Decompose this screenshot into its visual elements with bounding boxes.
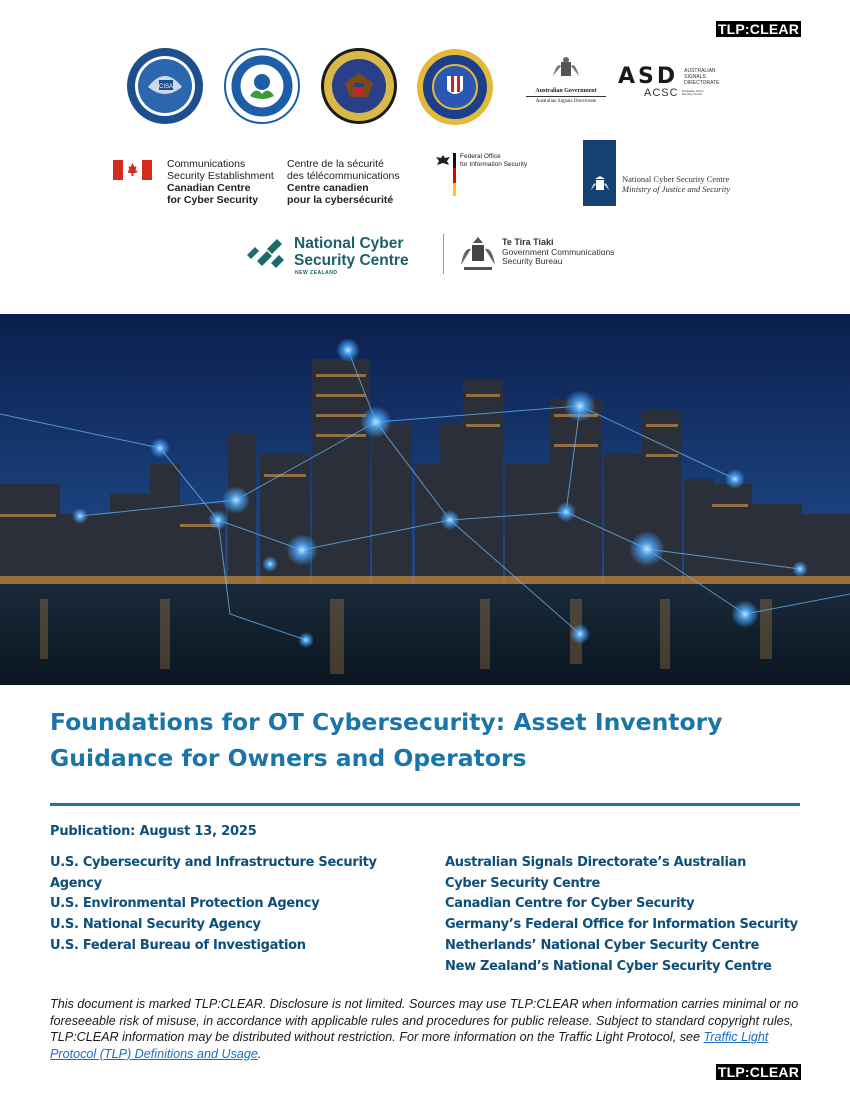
tlp-marking-top: TLP:CLEAR <box>717 21 799 37</box>
fbi-seal-logo <box>416 48 494 126</box>
ncsc-nl-line1: National Cyber Security Centre <box>622 174 730 184</box>
list-item: Netherlands’ National Cyber Security Centre <box>445 937 760 953</box>
cse-en-line3: Canadian Centre <box>167 182 251 194</box>
title-divider <box>50 803 800 806</box>
logo-divider <box>443 234 444 274</box>
epa-seal-logo <box>224 48 300 124</box>
asd-side-1: AUSTRALIAN <box>684 67 716 74</box>
list-item: U.S. Federal Bureau of Investigation <box>50 937 306 953</box>
ncsc-netherlands-logo <box>583 140 753 206</box>
gcsb-line2: Government Communications <box>502 246 615 257</box>
dutch-crest-icon <box>589 175 611 197</box>
list-item: Canadian Centre for Cyber Security <box>445 896 695 912</box>
publication-date: Publication: August 13, 2025 <box>50 824 257 839</box>
us-agencies-list <box>50 853 430 957</box>
asd-mark: ASD <box>618 64 679 89</box>
cse-fr-line4: pour la cybersécurité <box>287 194 394 206</box>
cse-french-text <box>287 158 412 206</box>
ncsc-new-zealand-logo <box>243 233 433 281</box>
aus-gov-line1: Australian Government <box>535 88 597 94</box>
tlp-marking-bottom: TLP:CLEAR <box>717 1064 799 1080</box>
disclaimer-text: This document is marked TLP:CLEAR. Disclosure is not limited. Sources may use TLP:CLEAR when information carries minimal or no foreseeable risk of misuse, in accordance with applicable rules and procedures for public release. Subject to standard copyright rules, TLP:CLEAR information may be distributed without restriction. For more information on the Traffic Light Protocol, see <box>50 997 799 1045</box>
document-title: Foundations for OT Cybersecurity: Asset Inventory Guidance for Owners and Operators <box>50 708 723 772</box>
cisa-seal-logo <box>126 47 204 125</box>
ncsc-nz-line3: NEW ZEALAND <box>295 270 338 276</box>
disclaimer-end: . <box>257 1046 262 1061</box>
bsi-line1: Federal Office <box>460 153 501 160</box>
cse-english-text <box>167 158 282 206</box>
cse-en-line2: Security Establishment <box>167 170 274 182</box>
bsi-line2: for Information Security <box>460 161 528 168</box>
ncsc-nz-line1: National Cyber <box>294 235 404 252</box>
eagle-icon <box>435 154 451 168</box>
asd-acsc-logo <box>618 64 746 114</box>
nsa-seal-logo <box>320 47 398 125</box>
acsc-side: Australian Cyber Security Centre <box>681 88 704 96</box>
list-item: Germany’s Federal Office for Information Security <box>445 917 798 933</box>
list-item: Australian Signals Directorate’s Australian Cyber Security Centre <box>445 855 747 891</box>
cse-en-line4: for Cyber Security <box>167 194 259 206</box>
coat-of-arms-icon <box>549 56 583 82</box>
gcsb-logo <box>458 233 628 279</box>
cse-fr-line3: Centre canadien <box>287 182 369 194</box>
list-item: U.S. Environmental Protection Agency <box>50 896 320 912</box>
bsi-logo <box>435 153 545 198</box>
list-item: New Zealand’s National Cyber Security Centre <box>445 958 772 974</box>
gcsb-line1: Te Tira Tiaki <box>502 237 554 247</box>
australian-government-logo <box>514 56 618 120</box>
cse-en-line1: Communications <box>167 158 246 170</box>
nz-coat-of-arms-icon <box>458 235 498 275</box>
asd-side-2: SIGNALS <box>684 73 706 80</box>
tlp-definitions-link[interactable]: Traffic Light Protocol (TLP) Definitions and Usage <box>50 1030 769 1061</box>
list-item: U.S. Cybersecurity and Infrastructure Security Agency <box>50 855 377 891</box>
international-agencies-list <box>445 853 805 977</box>
city-skyline-network-image <box>0 314 850 685</box>
svg-text:CISA: CISA <box>158 84 174 90</box>
ncsc-nz-mark-icon <box>243 235 289 273</box>
tlp-disclaimer <box>50 996 802 1062</box>
canada-flag-icon <box>113 160 152 180</box>
ncsc-nz-line2: Security Centre <box>294 252 409 269</box>
aus-gov-line2: Australian Signals Directorate <box>535 99 597 104</box>
gcsb-line3: Security Bureau <box>502 256 563 266</box>
cse-fr-line2: des télécommunications <box>287 170 400 182</box>
ncsc-nl-line2: Ministry of Justice and Security <box>622 184 731 194</box>
list-item: U.S. National Security Agency <box>50 917 261 933</box>
acsc-mark: ACSC <box>644 87 679 99</box>
asd-side-3: DIRECTORATE <box>684 79 720 86</box>
cse-fr-line1: Centre de la sécurité <box>287 158 384 170</box>
